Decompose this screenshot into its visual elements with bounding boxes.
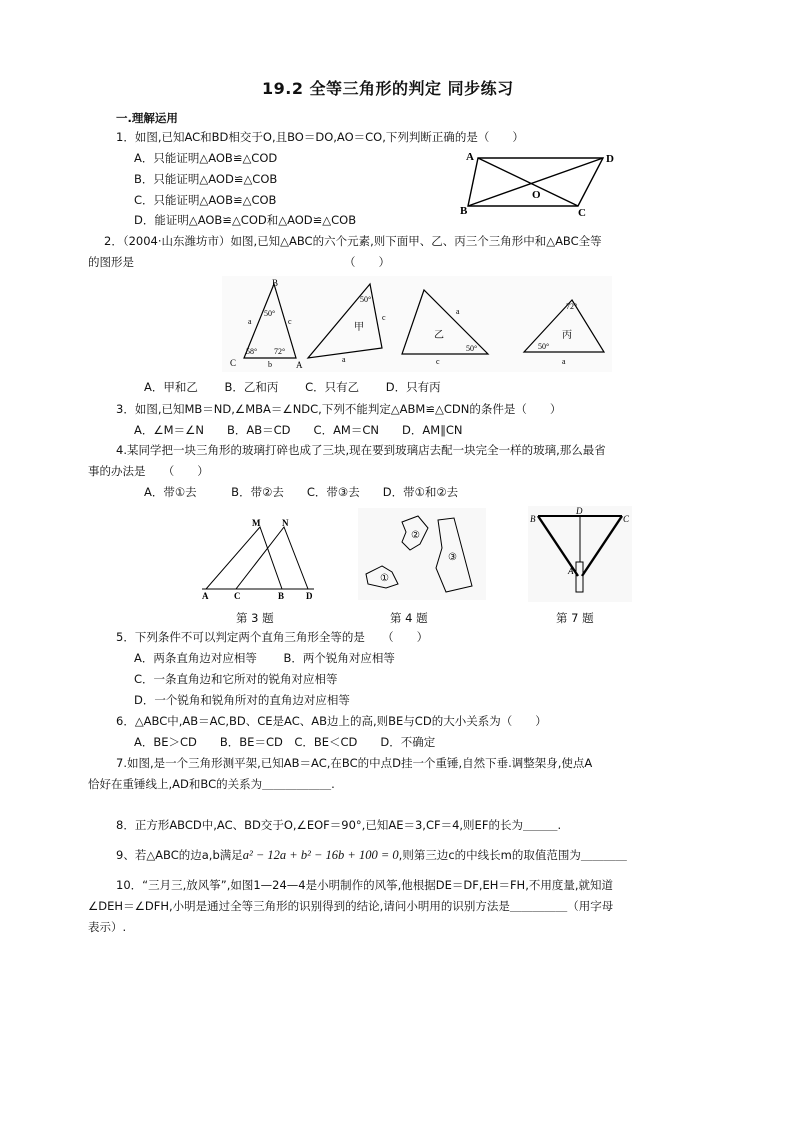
fig7 xyxy=(528,506,632,602)
q1-figure xyxy=(458,148,618,218)
q10-stem-line1: 10．“三月三,放风筝”,如图1—24—4是小明制作的风筝,他根据DE＝DF,EH＝FH,不用度量,就知道 xyxy=(116,878,614,892)
q1-label-a: A xyxy=(466,151,474,163)
yi-name: 乙 xyxy=(434,330,444,341)
q5-options-ab: A．两条直角边对应相等 B．两个锐角对应相等 xyxy=(134,651,395,665)
q6-stem: 6．△ABC中,AB＝AC,BD、CE是AC、AB边上的高,则BE与CD的大小关系为（ ） xyxy=(116,714,547,728)
fig3-caption: 第 3 题 xyxy=(236,611,274,625)
abc-side-a: a xyxy=(248,317,252,326)
q2-stem-line2: 的图形是 xyxy=(88,255,134,269)
fig3-label-n: N xyxy=(282,518,289,528)
q2-options: A．甲和乙 B．乙和丙 C．只有乙 D．只有丙 xyxy=(144,380,441,394)
jia-side-c: c xyxy=(382,313,386,322)
fig3-label-a: A xyxy=(202,591,209,601)
abc-angle-72: 72° xyxy=(274,347,286,356)
q1-option-c: C．只能证明△AOB≌△COB xyxy=(134,193,277,207)
fig3-label-b: B xyxy=(278,591,285,601)
section-heading: 一.理解运用 xyxy=(116,111,178,125)
glass-label-2: ② xyxy=(411,530,420,541)
q9-stem xyxy=(116,848,627,863)
q9-pre: 9、若△ABC的边a,b满足 xyxy=(116,848,243,862)
fig3-label-c: C xyxy=(234,591,241,601)
q4-options: A．带①去 B．带②去 C．带③去 D．带①和②去 xyxy=(144,485,459,499)
abc-label-a: A xyxy=(296,360,303,370)
fig3-label-d: D xyxy=(306,591,313,601)
abc-angle-50: 50° xyxy=(264,309,276,318)
bing-name: 丙 xyxy=(562,330,572,341)
fig3-label-m: M xyxy=(252,518,261,528)
bing-angle-50: 50° xyxy=(538,342,550,351)
glass-label-1: ① xyxy=(380,573,389,584)
q1-option-b: B．只能证明△AOD≌△COB xyxy=(134,172,278,186)
jia-angle: 50° xyxy=(360,295,372,304)
q9-formula: a² − 12a + b² − 16b + 100 = 0 xyxy=(242,848,399,862)
q3-stem: 3．如图,已知MB＝ND,∠MBA＝∠NDC,下列不能判定△ABM≌△CDN的条件是（ ） xyxy=(116,402,562,416)
q8-stem: 8．正方形ABCD中,AC、BD交于O,∠EOF＝90°,已知AE＝3,CF＝4,则EF的长为＿＿＿. xyxy=(116,818,562,832)
bing-angle-72: 72° xyxy=(566,302,578,311)
q5-option-d: D．一个锐角和锐角所对的直角边对应相等 xyxy=(134,693,350,707)
q5-stem: 5．下列条件不可以判定两个直角三角形全等的是 （ ） xyxy=(116,630,429,644)
jia-side-a: a xyxy=(342,355,346,364)
q1-option-a: A．只能证明△AOB≌△COD xyxy=(134,151,278,165)
q2-stem-line1: 2．（2004·山东潍坊市）如图,已知△ABC的六个元素,则下面甲、乙、丙三个三角形中和△ABC全等 xyxy=(104,234,602,248)
fig7-label-a: A xyxy=(568,566,574,576)
yi-side-a: a xyxy=(456,307,460,316)
q1-label-o: O xyxy=(532,189,541,201)
fig3-triangle-abm xyxy=(206,527,282,589)
glass-label-3: ③ xyxy=(448,552,457,563)
fig4-caption: 第 4 题 xyxy=(390,611,428,625)
q9-post: ,则第三边c的中线长m的取值范围为＿＿＿＿ xyxy=(398,848,627,862)
fig7-label-b: B xyxy=(530,514,536,524)
q1-option-d: D．能证明△AOB≌△COD和△AOD≌△COB xyxy=(134,213,357,227)
page-title: 19.2 全等三角形的判定 同步练习 xyxy=(262,79,514,98)
q1-diagonal-ac xyxy=(478,158,578,206)
abc-label-b: B xyxy=(272,278,279,288)
abc-side-b: b xyxy=(268,360,272,369)
fig7-caption: 第 7 题 xyxy=(556,611,594,625)
bing-side-a: a xyxy=(562,357,566,366)
fig4 xyxy=(358,508,486,600)
abc-side-c: c xyxy=(288,317,292,326)
q3-options: A．∠M＝∠N B．AB＝CD C．AM＝CN D．AM∥CN xyxy=(134,423,463,437)
q2-figure xyxy=(222,276,612,372)
abc-angle-58: 58° xyxy=(246,347,258,356)
yi-angle: 50° xyxy=(466,344,478,353)
abc-label-c: C xyxy=(230,358,237,368)
fig3-triangle-cdn xyxy=(236,527,308,589)
fig7-label-c: C xyxy=(623,514,630,524)
q4-stem-line2: 事的办法是 （ ） xyxy=(88,464,209,478)
q1-label-b: B xyxy=(460,205,468,217)
fig3 xyxy=(200,515,318,601)
q2-paren: （ ） xyxy=(344,255,390,269)
q7-stem-line1: 7.如图,是一个三角形测平架,已知AB＝AC,在BC的中点D挂一个重锤,自然下垂.调整架身,使点A xyxy=(116,756,593,770)
q1-label-c: C xyxy=(578,207,586,218)
q6-options: A．BE＞CD B．BE＝CD C．BE＜CD D．不确定 xyxy=(134,735,436,749)
q1-stem: 1．如图,已知AC和BD相交于O,且BO＝DO,AO＝CO,下列判断正确的是（ ） xyxy=(116,130,524,144)
q5-option-c: C．一条直角边和它所对的锐角对应相等 xyxy=(134,672,338,686)
q10-stem-line3: 表示）. xyxy=(88,920,127,934)
fig7-label-d: D xyxy=(576,506,583,516)
q7-stem-line2: 恰好在重锤线上,AD和BC的关系为＿＿＿＿＿＿. xyxy=(88,777,335,791)
yi-side-c: c xyxy=(436,357,440,366)
q1-label-d: D xyxy=(606,153,614,165)
q10-stem-line2: ∠DEH＝∠DFH,小明是通过全等三角形的识别得到的结论,请问小明用的识别方法是＿＿＿＿＿（用字母 xyxy=(88,899,614,913)
jia-name: 甲 xyxy=(354,322,364,333)
q4-stem-line1: 4.某同学把一块三角形的玻璃打碎也成了三块,现在要到玻璃店去配一块完全一样的玻璃,那么最省 xyxy=(116,443,606,457)
